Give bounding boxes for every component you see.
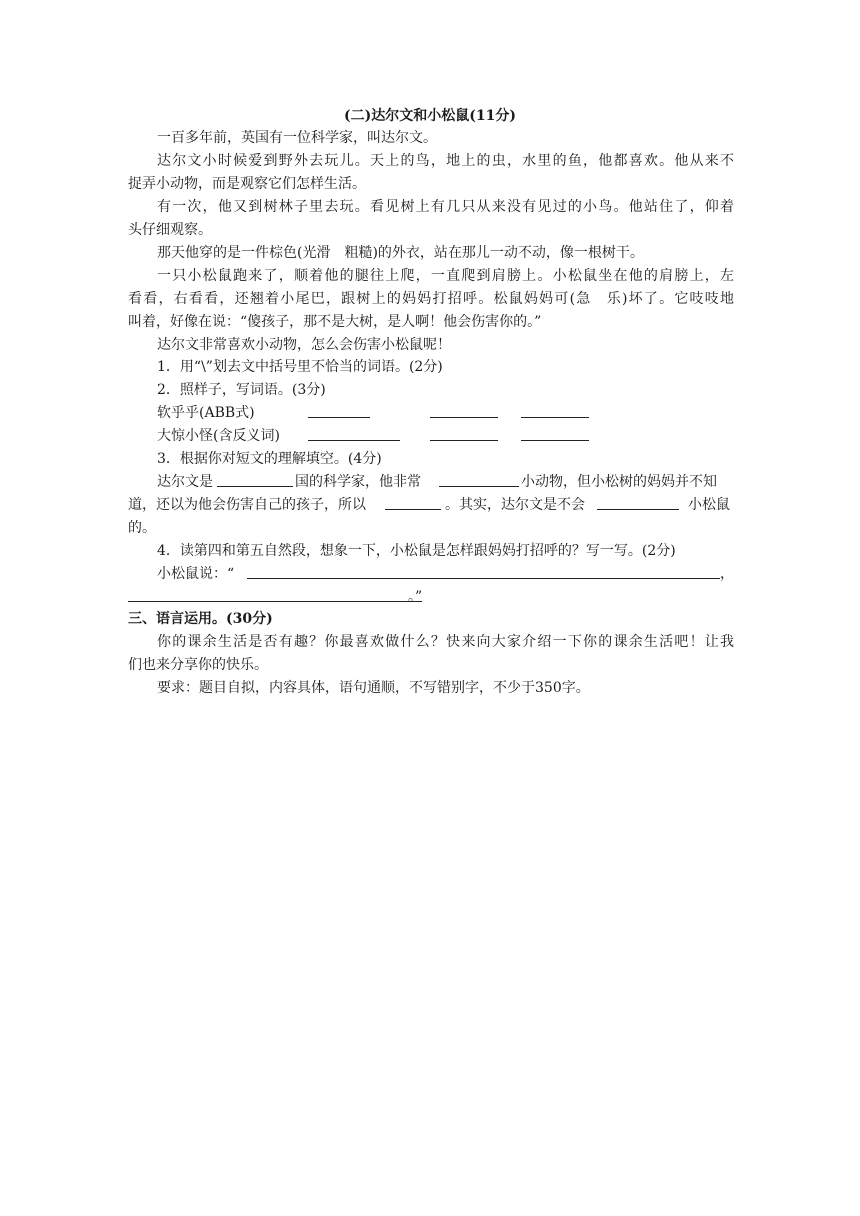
q3-line-2-text-b: 。其实，达尔文是不会 bbox=[445, 497, 585, 513]
passage-paragraph-1: 一百多年前，英国有一位科学家，叫达尔文。 bbox=[157, 130, 437, 146]
q3-blank-verb[interactable] bbox=[439, 486, 519, 487]
q4-answer-suffix: 。” bbox=[408, 589, 423, 605]
passage-paragraph-4: 那天他穿的是一件棕色(光滑 粗糙)的外衣，站在那儿一动不动，像一根树干。 bbox=[157, 245, 644, 261]
q2-row-2-blank-3[interactable] bbox=[521, 440, 589, 441]
section-3-prompt-line-2: 们也来分享你的快乐。 bbox=[128, 657, 268, 673]
q3-line-3: 的。 bbox=[128, 520, 156, 536]
section-title: (二)达尔文和小松鼠(11分) bbox=[344, 108, 516, 124]
section-3-heading: 三、语言运用。(30分) bbox=[128, 611, 273, 627]
passage-paragraph-5-line-1: 一只小松鼠跑来了，顺着他的腿往上爬，一直爬到肩膀上。小松鼠坐在他的肩膀上，左 bbox=[157, 268, 734, 284]
q2-row-2-label: 大惊小怪(含反义词) bbox=[157, 428, 280, 444]
section-3-requirement: 要求：题目自拟，内容具体，语句通顺，不写错别字，不少于350字。 bbox=[157, 680, 590, 696]
q4-answer-comma: ， bbox=[720, 566, 734, 582]
q2-row-1-blank-2[interactable] bbox=[430, 417, 498, 418]
q4-answer-line-2[interactable] bbox=[128, 601, 422, 602]
q3-blank-reaction[interactable] bbox=[385, 509, 441, 510]
q3-line-2-text-c: 小松鼠 bbox=[688, 497, 730, 513]
q4-answer-prefix: 小松鼠说：“ bbox=[157, 566, 235, 582]
q3-line-1-text-a: 达尔文是 bbox=[157, 474, 213, 490]
question-2: 2．照样子，写词语。(3分) bbox=[157, 382, 326, 398]
passage-paragraph-2-line-1: 达尔文小时候爱到野外去玩儿。天上的鸟，地上的虫，水里的鱼，他都喜欢。他从来不 bbox=[157, 153, 734, 169]
q3-line-1-text-b: 国的科学家，他非常 bbox=[295, 474, 421, 490]
q2-row-2-blank-1[interactable] bbox=[308, 440, 400, 441]
q2-row-1-blank-3[interactable] bbox=[521, 417, 589, 418]
passage-paragraph-3-line-1: 有一次，他又到树林子里去玩。看见树上有几只从来没有见过的小鸟。他站住了，仰着 bbox=[157, 199, 734, 215]
passage-paragraph-2-line-2: 捉弄小动物，而是观察它们怎样生活。 bbox=[128, 176, 366, 192]
q2-row-1-label: 软乎乎(ABB式) bbox=[157, 405, 255, 421]
passage-paragraph-3-line-2: 头仔细观察。 bbox=[128, 222, 212, 238]
passage-paragraph-5-line-2: 看看，右看看，还翘着小尾巴，跟树上的妈妈打招呼。松鼠妈妈可(急 乐)坏了。它吱吱地 bbox=[128, 291, 734, 307]
q4-answer-line-1[interactable] bbox=[247, 578, 720, 579]
passage-paragraph-6: 达尔文非常喜欢小动物，怎么会伤害小松鼠呢！ bbox=[157, 337, 451, 353]
section-3-prompt-line-1: 你的课余生活是否有趣？你最喜欢做什么？快来向大家介绍一下你的课余生活吧！让我 bbox=[157, 634, 734, 650]
q3-blank-country[interactable] bbox=[217, 486, 293, 487]
question-1: 1．用“\”划去文中括号里不恰当的词语。(2分) bbox=[157, 359, 443, 375]
passage-paragraph-5-line-3: 叫着，好像在说：“傻孩子，那不是大树，是人啊！他会伤害你的。” bbox=[128, 314, 542, 330]
q3-line-1-text-c: 小动物，但小松树的妈妈并不知 bbox=[521, 474, 717, 490]
q2-row-2-blank-2[interactable] bbox=[430, 440, 498, 441]
q3-blank-harm[interactable] bbox=[597, 509, 679, 510]
q2-row-1-blank-1[interactable] bbox=[308, 417, 370, 418]
question-3: 3．根据你对短文的理解填空。(4分) bbox=[157, 451, 382, 467]
question-4: 4．读第四和第五自然段，想象一下，小松鼠是怎样跟妈妈打招呼的？写一写。(2分) bbox=[157, 543, 676, 559]
q3-line-2-text-a: 道，还以为他会伤害自己的孩子，所以 bbox=[128, 497, 366, 513]
